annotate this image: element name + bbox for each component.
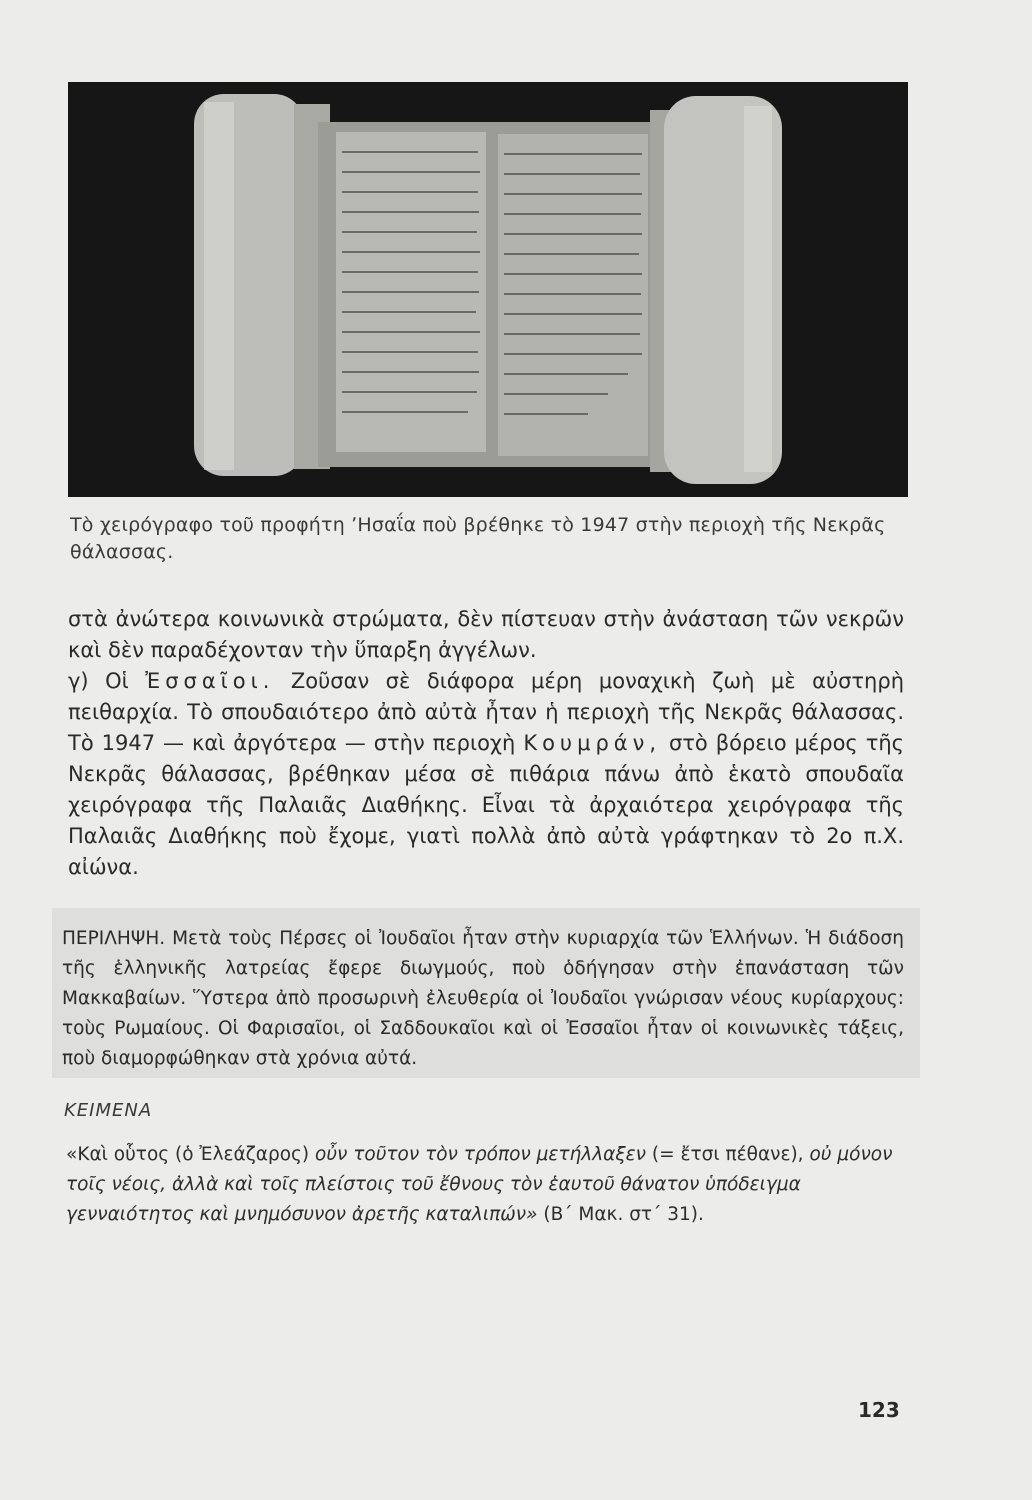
qumran-term: Κουμράν, (523, 731, 662, 755)
essenes-text-continued: στὸ βόρειο μέρος τῆς Νεκρᾶς θάλασσας, βρέθηκαν μέσα σὲ πιθάρια πάνω ἀπὸ ἑκατὸ σπουδαῖα χειρόγραφα τῆς Παλαιᾶς Διαθήκης. Εἶναι τὰ ἀρχαιότερα χειρόγραφα τῆς Παλαιᾶς Διαθήκης ποὺ ἔχομε, γιατὶ πολλὰ ἀπὸ αὐτὰ γράφτηκαν τὸ 2ο π.Χ. αἰώνα. (68, 731, 904, 879)
summary-body: Μετὰ τοὺς Πέρσες οἱ Ἰουδαῖοι ἦταν στὴν κυριαρχία τῶν Ἑλλήνων. Ἡ διάδοση τῆς ἑλληνικῆς λατρείας ἔφερε διωγμούς, ποὺ ὁδήγησαν στὴν ἐπανάσταση τῶν Μακκαβαίων. Ὕστερα ἀπὸ προσωρινὴ ἐλευθερία οἱ Ἰουδαῖοι γνώρισαν νέους κυρίαρχους: τοὺς Ρωμαίους. Οἱ Φαρισαῖοι, οἱ Σαδδουκαῖοι καὶ οἱ Ἐσσαῖοι ἦταν οἱ κοινωνικὲς τάξεις, ποὺ διαμορφώθηκαν στὰ χρόνια αὐτά. (62, 928, 904, 1069)
main-text (68, 604, 904, 883)
quote-italic-2: οὐ μόνον τοῖς νέοις, ἀλλὰ καὶ τοῖς πλείστοις τοῦ ἔθνους τὸν ἑαυτοῦ θάνατον ὑπόδειγμα γενναιότητος καὶ μνημόσυνον ἀρετῆς καταλιπών» (66, 1144, 893, 1225)
essenes-text: Ζοῦσαν σὲ διάφορα μέρη μοναχικὴ ζωὴ μὲ αὐστηρὴ πειθαρχία. Τὸ σπουδαιότερο ἀπὸ αὐτὰ ἦταν ἡ περιοχὴ τῆς Νεκρᾶς θάλασσας. Τὸ 1947 — καὶ ἀργότερα — στὴν περιοχὴ (68, 669, 905, 755)
quote-italic-1: οὖν τοῦτον τὸν τρόπον μετήλλαξεν (315, 1144, 646, 1165)
quote-reference: (Β΄ Μακ. στ΄ 31). (537, 1204, 704, 1225)
essenes-term: Ἐσσαῖοι. (145, 669, 275, 693)
scroll-photo (68, 82, 908, 497)
texts-heading: ΚΕΙΜΕΝΑ (64, 1100, 153, 1121)
summary-label: ΠΕΡΙΛΗΨΗ. (62, 928, 166, 949)
quote-open: «Καὶ οὗτος (ὁ Ἐλεάζαρος) (66, 1144, 315, 1165)
paragraph-sadducees: στὰ ἀνώτερα κοινωνικὰ στρώματα, δὲν πίστευαν στὴν ἀνάσταση τῶν νεκρῶν καὶ δὲν παραδέχονταν τὴν ὕπαρξη ἀγγέλων. (68, 607, 904, 662)
quote-block (66, 1140, 906, 1230)
paragraph-essenes (68, 666, 904, 883)
essenes-prefix: γ) Οἱ (68, 669, 146, 693)
scroll-photo-icon (68, 82, 908, 497)
figure-caption: Τὸ χειρόγραφο τοῦ προφήτη ʼΗσαΐα ποὺ βρέθηκε τὸ 1947 στὴν περιοχὴ τῆς Νεκρᾶς θάλασσας. (70, 514, 886, 563)
page-number: 123 (858, 1398, 900, 1422)
summary-text (62, 924, 904, 1074)
quote-gloss: (= ἔτσι πέθανε), (646, 1144, 810, 1165)
